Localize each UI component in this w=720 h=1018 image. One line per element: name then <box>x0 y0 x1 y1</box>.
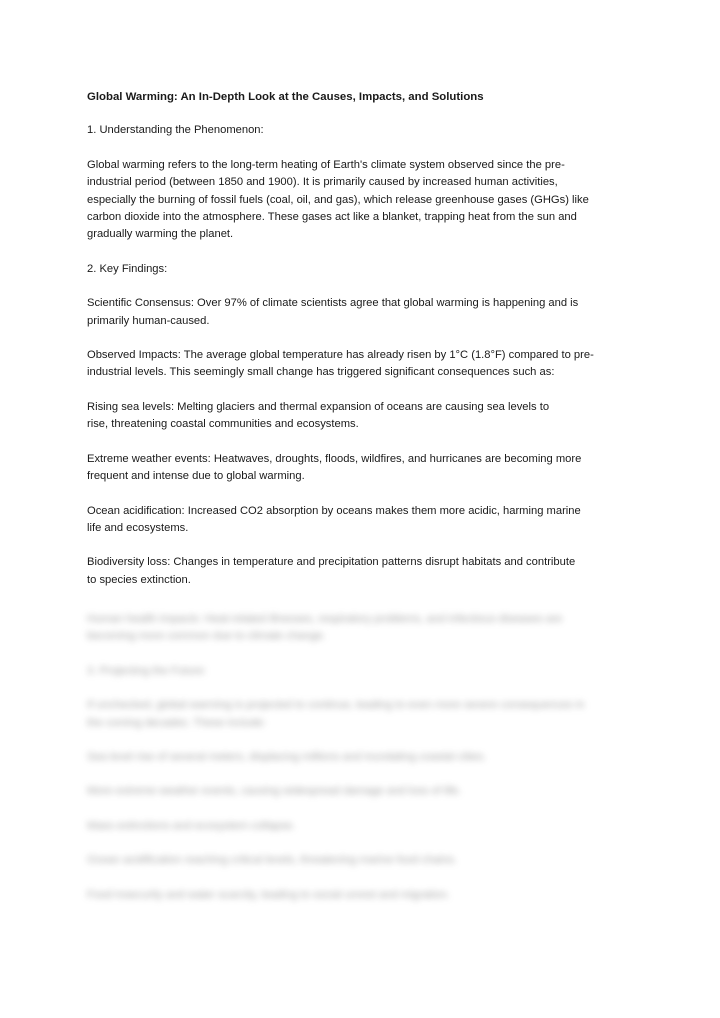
section2-heading: 2. Key Findings: <box>87 262 168 275</box>
text-line: carbon dioxide into the atmosphere. These gases act like a blanket, trapping heat from the sun and <box>87 211 577 224</box>
text-line: especially the burning of fossil fuels (coal, oil, and gas), which release greenhouse gases (GHGs) like <box>87 193 589 206</box>
consensus-paragraph <box>87 295 643 330</box>
text-line: If unchecked, global warming is projected to continue, leading to even more severe consequences in <box>87 699 585 712</box>
document-page <box>87 89 643 589</box>
text-line: life and ecosystems. <box>87 521 189 534</box>
text-line: Human health impacts: Heat-related illnesses, respiratory problems, and infectious diseases are <box>87 613 563 625</box>
impacts-paragraph <box>87 347 643 382</box>
section1-heading: 1. Understanding the Phenomenon: <box>87 124 264 137</box>
document-title: Global Warming: An In-Depth Look at the Causes, Impacts, and Solutions <box>87 91 484 103</box>
text-line: Global warming refers to the long-term heating of Earth's climate system observed since the pre- <box>87 158 565 171</box>
text-line: primarily human-caused. <box>87 314 210 327</box>
list-item: Food insecurity and water scarcity, leading to social unrest and migration. <box>87 888 450 901</box>
text-line: Observed Impacts: The average global temperature has already risen by 1°C (1.8°F) compared to pre- <box>87 349 594 362</box>
text-line: Ocean acidification: Increased CO2 absorption by oceans makes them more acidic, harming marine <box>87 504 581 517</box>
section3-heading: 3. Projecting the Future: <box>87 664 207 677</box>
text-line: the coming decades. These include: <box>87 716 266 729</box>
blurred-preview <box>87 611 643 904</box>
text-line: frequent and intense due to global warming. <box>87 470 305 483</box>
extreme-weather-paragraph <box>87 451 643 486</box>
text-line: becoming more common due to climate change. <box>87 630 326 643</box>
text-line: rise, threatening coastal communities and ecosystems. <box>87 418 359 431</box>
text-line: Biodiversity loss: Changes in temperature and precipitation patterns disrupt habitats and contribute <box>87 556 576 569</box>
ocean-acidification-paragraph <box>87 503 643 538</box>
list-item: More extreme weather events, causing widespread damage and loss of life. <box>87 785 462 798</box>
text-line: to species extinction. <box>87 573 191 586</box>
text-line: industrial levels. This seemingly small change has triggered significant consequences such as: <box>87 366 555 379</box>
text-line: industrial period (between 1850 and 1900). It is primarily caused by increased human activities, <box>87 176 558 189</box>
list-item: Sea level rise of several meters, displacing millions and inundating coastal cities. <box>87 751 487 764</box>
text-line: gradually warming the planet. <box>87 228 234 241</box>
biodiversity-paragraph <box>87 554 643 589</box>
text-line: Rising sea levels: Melting glaciers and thermal expansion of oceans are causing sea levels to <box>87 400 550 413</box>
text-line: Extreme weather events: Heatwaves, droughts, floods, wildfires, and hurricanes are becoming more <box>87 452 582 465</box>
sea-level-paragraph <box>87 399 643 434</box>
section1-paragraph <box>87 157 643 244</box>
text-line: Scientific Consensus: Over 97% of climate scientists agree that global warming is happening and is <box>87 297 579 310</box>
list-item: Ocean acidification reaching critical levels, threatening marine food chains. <box>87 854 458 867</box>
list-item: Mass extinctions and ecosystem collapse. <box>87 819 296 832</box>
